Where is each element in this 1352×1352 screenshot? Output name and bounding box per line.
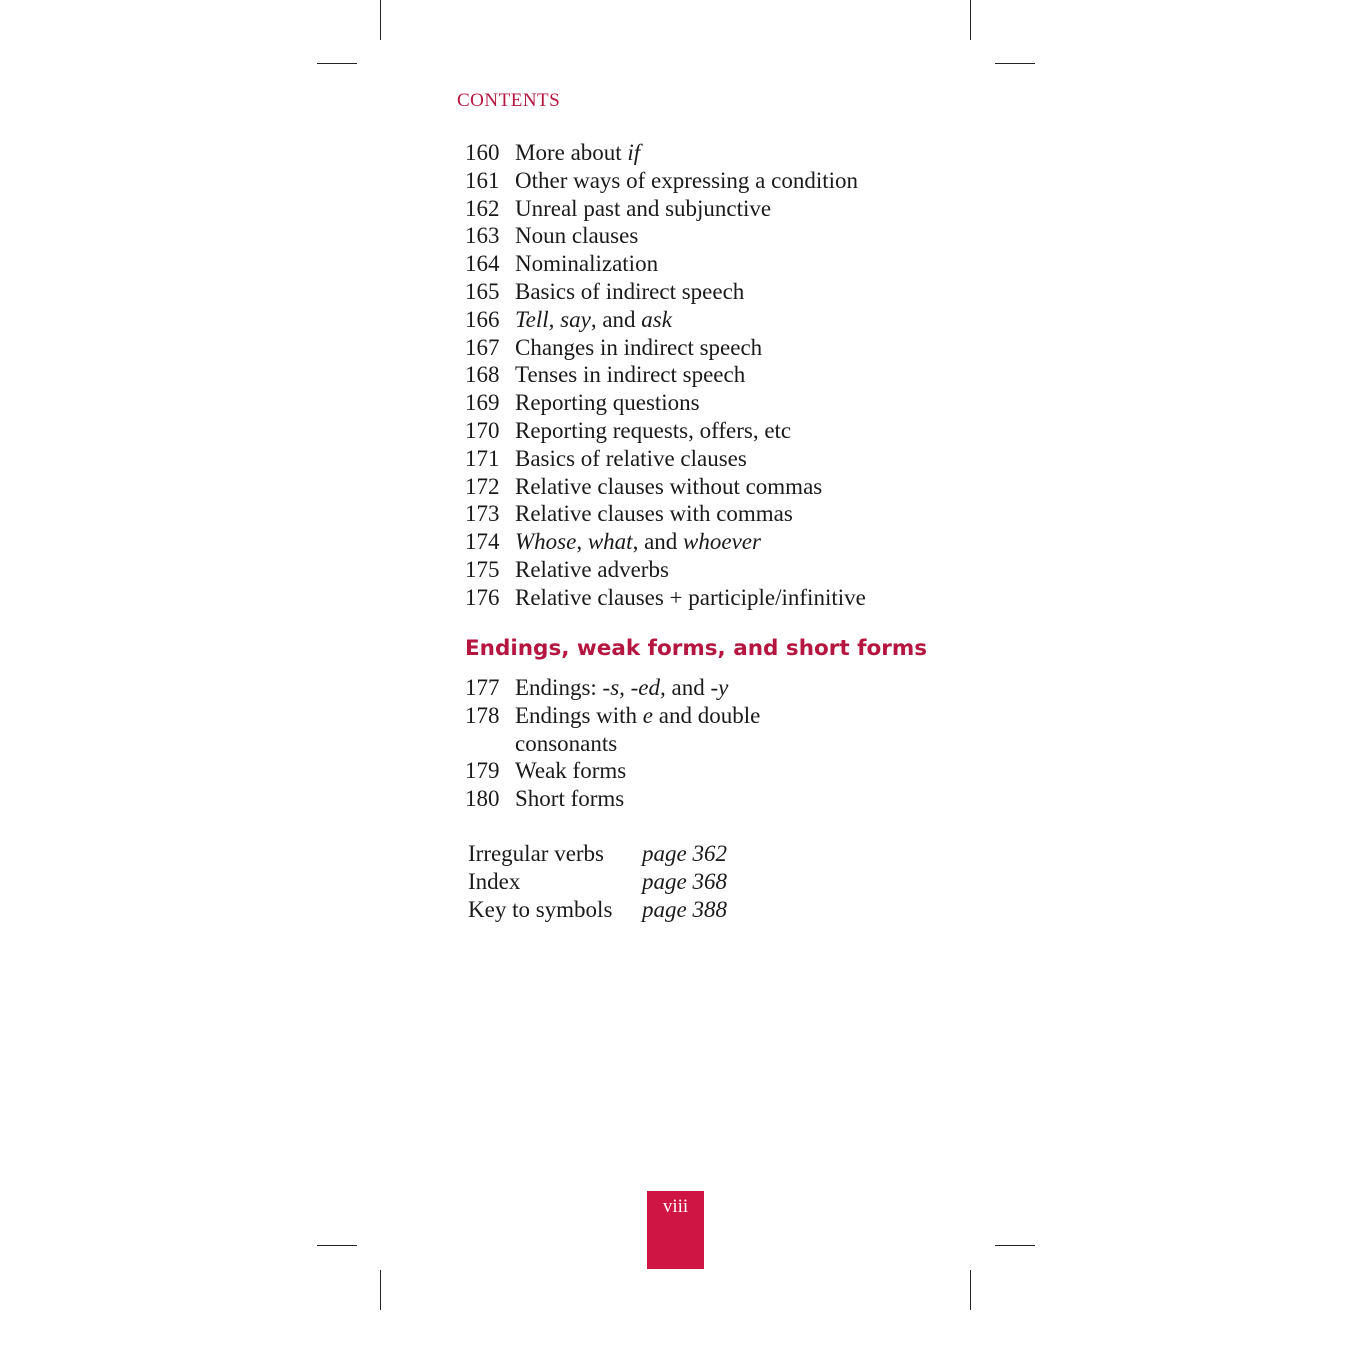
appendix-page: page 368	[642, 868, 727, 894]
toc-entry	[465, 702, 815, 758]
appendix-label: Key to symbols	[468, 896, 613, 922]
toc-entry-number: 165	[465, 278, 500, 304]
appendix-label: Index	[468, 868, 521, 894]
crop-mark	[995, 1245, 1035, 1246]
toc-entry-number: 170	[465, 417, 500, 443]
toc-entry	[465, 473, 866, 501]
crop-mark	[970, 1270, 971, 1310]
toc-entry	[465, 361, 866, 389]
toc-entry	[465, 785, 815, 813]
toc-entry-title: Weak forms	[515, 758, 627, 784]
appendix-row	[468, 868, 727, 896]
toc-entry-number: 161	[465, 167, 500, 193]
toc-entry-title: Basics of indirect speech	[515, 278, 745, 304]
toc-entry	[465, 528, 866, 556]
toc-entry	[465, 278, 866, 306]
appendix-page: page 388	[642, 896, 727, 922]
toc-entry-title: Reporting requests, offers, etc	[515, 417, 792, 443]
toc-entry-title: Reporting questions	[515, 390, 700, 416]
toc-entry-number: 166	[465, 306, 500, 332]
toc-entry	[465, 757, 815, 785]
appendix-table	[468, 840, 727, 923]
toc-entry-title: More about if	[515, 140, 641, 165]
toc-entry-number: 164	[465, 251, 500, 277]
toc-entry-number: 177	[465, 675, 500, 700]
toc-entry-number: 176	[465, 584, 500, 610]
toc-entry	[465, 306, 866, 334]
appendix-page: page 362	[642, 841, 727, 866]
crop-mark	[970, 0, 971, 40]
toc-entry	[465, 334, 866, 362]
toc-entry	[465, 674, 815, 702]
appendix-row	[468, 896, 727, 924]
toc-list	[465, 139, 866, 612]
toc-entry-title: Nominalization	[515, 251, 659, 277]
toc-entry-number: 174	[465, 529, 500, 555]
crop-mark	[317, 63, 357, 64]
toc-entry	[465, 195, 866, 223]
toc-entry	[465, 556, 866, 584]
toc-entry-number: 163	[465, 223, 500, 249]
running-head: CONTENTS	[457, 90, 561, 111]
toc-entry-title: Noun clauses	[515, 223, 639, 249]
appendix-row	[468, 840, 727, 868]
toc-entry-title: Endings with e and double consonants	[515, 702, 761, 756]
toc-entry-number: 179	[465, 758, 500, 784]
toc-entry-title: Tenses in indirect speech	[515, 362, 746, 388]
toc-entry	[465, 445, 866, 473]
toc-entry-title: Basics of relative clauses	[515, 445, 747, 471]
toc-entry-number: 178	[465, 702, 500, 728]
toc-entry-number: 171	[465, 445, 500, 471]
toc-entry-title: Whose, what, and whoever	[515, 529, 761, 555]
toc-entry	[465, 417, 866, 445]
toc-entry-title: Relative clauses + participle/infinitive	[515, 584, 866, 610]
toc-entry	[465, 139, 866, 167]
crop-mark	[380, 1270, 381, 1310]
toc-entry-number: 169	[465, 390, 500, 416]
toc-entry	[465, 584, 866, 612]
section-heading: Endings, weak forms, and short forms	[465, 636, 928, 661]
appendix-label: Irregular verbs	[468, 841, 605, 866]
toc-entry-title: Relative adverbs	[515, 556, 669, 582]
toc-entry	[465, 389, 866, 417]
crop-mark	[380, 0, 381, 40]
toc-entry-number: 167	[465, 334, 500, 360]
toc-entry-number: 160	[465, 140, 500, 165]
toc-entry	[465, 167, 866, 195]
toc-entry-title: Unreal past and subjunctive	[515, 195, 772, 221]
toc-entry-number: 175	[465, 556, 500, 582]
crop-mark	[995, 63, 1035, 64]
toc-entry-number: 173	[465, 501, 500, 527]
crop-mark	[317, 1245, 357, 1246]
toc-entry-title: Changes in indirect speech	[515, 334, 763, 360]
toc-list	[465, 674, 815, 813]
page-number: viii	[647, 1191, 704, 1269]
toc-entry-number: 168	[465, 362, 500, 388]
toc-entry	[465, 250, 866, 278]
toc-entry	[465, 500, 866, 528]
toc-entry-number: 162	[465, 195, 500, 221]
toc-entry	[465, 222, 866, 250]
toc-entry-title: Relative clauses with commas	[515, 501, 793, 527]
toc-entry-number: 172	[465, 473, 500, 499]
toc-entry-title: Short forms	[515, 786, 625, 812]
toc-entry-title: Relative clauses without commas	[515, 473, 823, 499]
toc-entry-number: 180	[465, 786, 500, 812]
toc-entry-title: Endings: -s, -ed, and -y	[515, 675, 729, 700]
toc-entry-title: Other ways of expressing a condition	[515, 167, 859, 193]
toc-entry-title: Tell, say, and ask	[515, 306, 672, 332]
